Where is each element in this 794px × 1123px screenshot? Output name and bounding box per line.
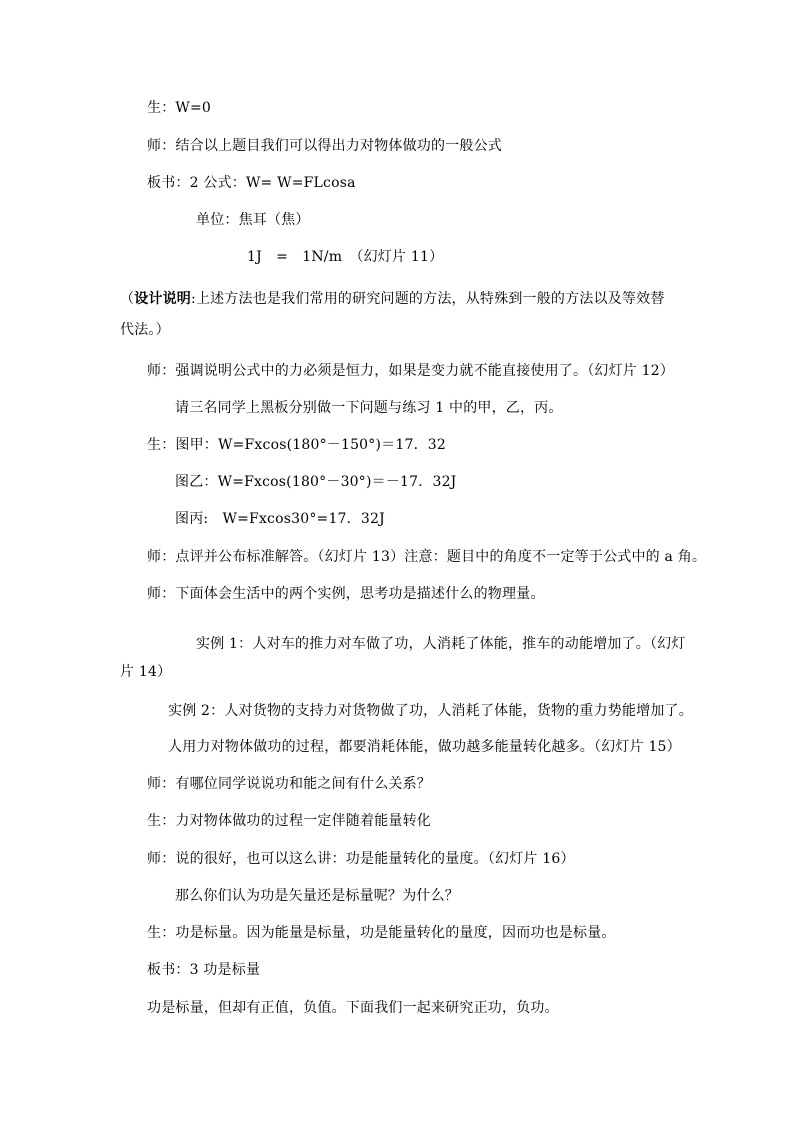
text-line: 1J = 1N/m （幻灯片 11） [247,249,444,265]
text-line: 师：点评并公布标准解答。（幻灯片 13）注意：题目中的角度不一定等于公式中的 a 角。 [147,549,707,565]
text-line: 人用力对物体做功的过程，都要消耗体能，做功越多能量转化越多。（幻灯片 15） [168,739,681,755]
text-line: 功是标量，但却有正值，负值。下面我们一起来研究正功，负功。 [147,1000,559,1016]
text-line: 请三名同学上黑板分别做一下问题与练习 1 中的甲，乙，丙。 [175,400,563,416]
design-note-line: （设计说明:上述方法也是我们常用的研究问题的方法，从特殊到一般的方法以及等效替 [120,291,665,307]
text-line: 生：图甲：W=Fxcos(180°－150°)＝17．32 [147,437,446,453]
text-line: 师：有哪位同学说说功和能之间有什么关系？ [147,776,431,792]
text-line: 生：功是标量。因为能量是标量，功是能量转化的量度，因而功也是标量。 [147,925,616,941]
text-line: 片 14） [120,664,172,680]
text-line: 代法。） [120,322,170,338]
text-line: 实例 1：人对车的推力对车做了功，人消耗了体能，推车的动能增加了。（幻灯 [196,636,686,652]
text-line: 师：结合以上题目我们可以得出力对物体做功的一般公式 [147,138,502,154]
text-line: 师：说的很好，也可以这么讲：功是能量转化的量度。（幻灯片 16） [147,851,575,867]
design-note-text: 上述方法也是我们常用的研究问题的方法，从特殊到一般的方法以及等效替 [195,291,665,307]
text-line: 单位：焦耳（焦） [196,212,310,228]
text-line: 板书：3 功是标量 [147,962,261,978]
text-line: 板书：2 公式：W= W=FLcosa [147,175,356,191]
design-note-label: 设计说明 [134,291,192,307]
text-line: 生：力对物体做功的过程一定伴随着能量转化 [147,813,431,829]
text-line: 图乙：W=Fxcos(180°－30°)＝－17．32J [175,474,457,490]
text-line: 生：W=0 [147,100,212,116]
text-line: 师：下面体会生活中的两个实例，思考功是描述什么的物理量。 [147,586,545,602]
text-line: 实例 2：人对货物的支持力对货物做了功，人消耗了体能，货物的重力势能增加了。 [168,703,693,719]
text-line: 师：强调说明公式中的力必须是恒力，如果是变力就不能直接使用了。（幻灯片 12） [147,363,675,379]
text-line: 图丙: W=Fxcos30°=17．32J [175,511,385,527]
text-line: 那么你们认为功是矢量还是标量呢？为什么？ [175,888,459,904]
